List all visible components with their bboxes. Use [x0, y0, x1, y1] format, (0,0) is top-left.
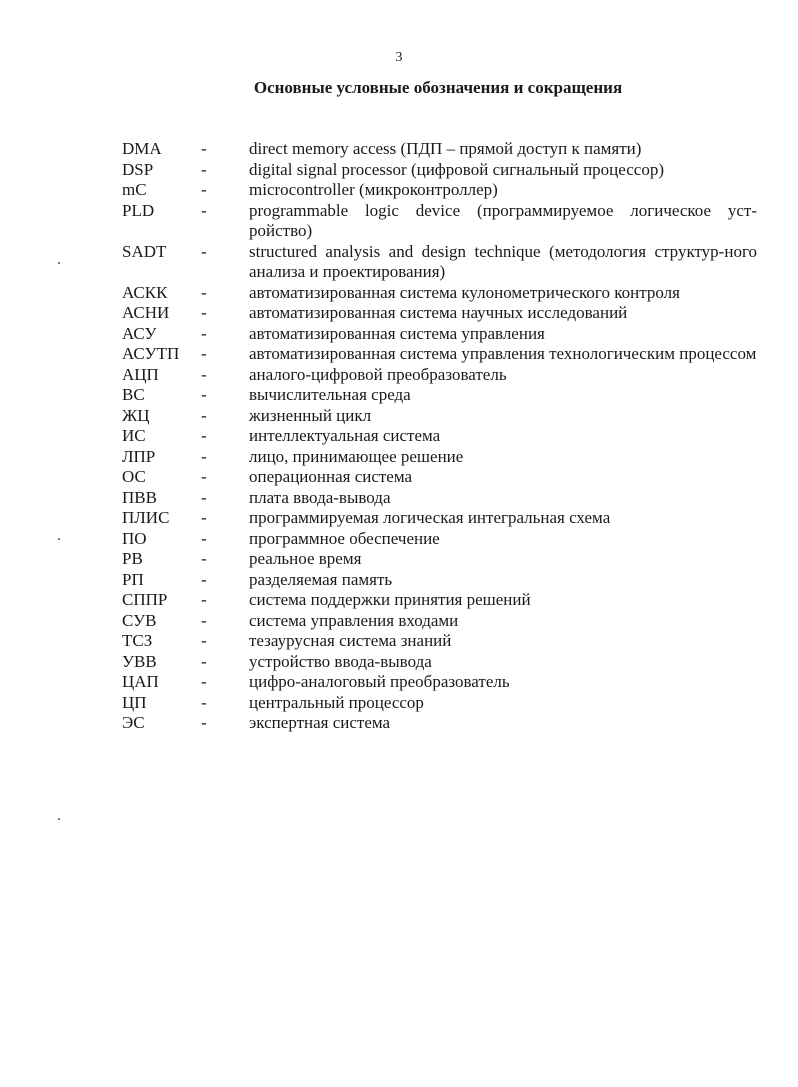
abbreviation-term: ИС	[122, 426, 146, 445]
abbreviation-dash: -	[201, 344, 207, 363]
abbreviation-term: ПВВ	[122, 487, 157, 507]
abbreviation-definition: система поддержки принятия решений	[249, 590, 531, 609]
abbreviation-row	[0, 201, 798, 242]
abbreviation-row	[0, 590, 798, 611]
abbreviation-definition: экспертная система	[249, 713, 391, 732]
abbreviation-dash: -	[201, 528, 207, 548]
abbreviation-term: ЭС	[122, 713, 145, 732]
abbreviation-term: DSP	[122, 159, 154, 179]
abbreviation-term: ЦП	[122, 692, 147, 712]
abbreviation-row	[0, 242, 798, 283]
abbreviation-row	[0, 303, 798, 324]
abbreviation-row	[0, 529, 798, 550]
abbreviation-definition: programmable logic device (программируемое логическое уст-ройство)	[249, 200, 757, 240]
abbreviation-row	[0, 631, 798, 652]
abbreviation-dash: -	[201, 364, 207, 384]
abbreviation-term: ЦАП	[122, 672, 159, 691]
abbreviation-definition: цифро-аналоговый преобразователь	[249, 672, 510, 691]
abbreviation-dash: -	[201, 385, 207, 404]
margin-dot-3	[58, 818, 60, 820]
abbreviation-definition: программируемая логическая интегральная схема	[249, 508, 611, 527]
margin-dot-2	[58, 538, 60, 540]
abbreviation-definition: тезаурусная система знаний	[249, 631, 452, 650]
abbreviation-term: ОС	[122, 467, 146, 486]
abbreviation-dash: -	[201, 549, 207, 568]
abbreviation-definition: операционная система	[249, 467, 413, 486]
abbreviation-list	[0, 139, 798, 734]
abbreviation-dash: -	[201, 692, 207, 712]
abbreviation-row	[0, 611, 798, 632]
abbreviation-row	[0, 385, 798, 406]
page-title: Основные условные обозначения и сокращения	[253, 78, 623, 97]
abbreviation-dash: -	[201, 446, 207, 466]
abbreviation-dash: -	[201, 200, 207, 220]
abbreviation-dash: -	[201, 180, 207, 199]
abbreviation-definition: плата ввода-вывода	[249, 487, 391, 507]
abbreviation-row	[0, 365, 798, 386]
abbreviation-row	[0, 570, 798, 591]
abbreviation-definition: интеллектуальная система	[249, 426, 441, 445]
abbreviation-term: SADT	[122, 241, 167, 261]
abbreviation-definition: устройство ввода-вывода	[249, 651, 432, 671]
abbreviation-term: СУВ	[122, 610, 157, 630]
abbreviation-dash: -	[201, 508, 207, 527]
abbreviation-row	[0, 713, 798, 734]
abbreviation-definition: лицо, принимающее решение	[249, 446, 464, 466]
abbreviation-definition: автоматизированная система научных исследований	[249, 303, 628, 322]
abbreviation-definition: разделяемая память	[249, 569, 393, 589]
abbreviation-row	[0, 652, 798, 673]
abbreviation-definition: аналого-цифровой преобразователь	[249, 364, 507, 384]
abbreviation-row	[0, 160, 798, 181]
abbreviation-dash: -	[201, 303, 207, 322]
abbreviation-term: АСУТП	[122, 344, 180, 363]
abbreviation-row	[0, 693, 798, 714]
abbreviation-row	[0, 180, 798, 201]
abbreviation-term: ЖЦ	[122, 405, 150, 425]
abbreviation-row	[0, 508, 798, 529]
abbreviation-dash: -	[201, 241, 207, 261]
abbreviation-dash: -	[201, 672, 207, 691]
abbreviation-definition: реальное время	[249, 549, 362, 568]
abbreviation-row	[0, 139, 798, 160]
abbreviation-term: DMA	[122, 139, 162, 158]
abbreviation-dash: -	[201, 610, 207, 630]
abbreviation-row	[0, 672, 798, 693]
abbreviation-definition: жизненный цикл	[249, 405, 372, 425]
abbreviation-dash: -	[201, 159, 207, 179]
abbreviation-dash: -	[201, 282, 207, 302]
abbreviation-row	[0, 467, 798, 488]
abbreviation-term: ТСЗ	[122, 631, 153, 650]
abbreviation-term: РВ	[122, 549, 143, 568]
abbreviation-row	[0, 426, 798, 447]
abbreviation-term: АСУ	[122, 323, 157, 343]
abbreviation-row	[0, 447, 798, 468]
abbreviation-definition: автоматизированная система кулонометрического контроля	[249, 282, 680, 302]
abbreviation-term: АСКК	[122, 282, 168, 302]
abbreviation-definition: система управления входами	[249, 610, 459, 630]
margin-dot-1	[58, 262, 60, 264]
abbreviation-definition: программное обеспечение	[249, 528, 440, 548]
abbreviation-dash: -	[201, 426, 207, 445]
abbreviation-dash: -	[201, 405, 207, 425]
abbreviation-dash: -	[201, 467, 207, 486]
abbreviation-dash: -	[201, 323, 207, 343]
abbreviation-term: АСНИ	[122, 303, 170, 322]
abbreviation-dash: -	[201, 713, 207, 732]
abbreviation-row	[0, 549, 798, 570]
abbreviation-dash: -	[201, 631, 207, 650]
abbreviation-term: УВВ	[122, 651, 157, 671]
abbreviation-definition: digital signal processor (цифровой сигнальный процессор)	[249, 159, 664, 179]
abbreviation-row	[0, 324, 798, 345]
abbreviation-term: ПЛИС	[122, 508, 170, 527]
abbreviation-dash: -	[201, 651, 207, 671]
abbreviation-dash: -	[201, 487, 207, 507]
abbreviation-definition: автоматизированная система управления технологическим процессом	[249, 344, 757, 363]
abbreviation-dash: -	[201, 590, 207, 609]
abbreviation-row	[0, 488, 798, 509]
abbreviation-term: ПО	[122, 528, 147, 548]
abbreviation-term: mC	[122, 180, 147, 199]
abbreviation-term: АЦП	[122, 364, 159, 384]
abbreviation-term: ЛПР	[122, 446, 156, 466]
abbreviation-row	[0, 406, 798, 427]
abbreviation-dash: -	[201, 569, 207, 589]
abbreviation-row	[0, 344, 798, 365]
abbreviation-row	[0, 283, 798, 304]
abbreviation-term: РП	[122, 569, 144, 589]
abbreviation-term: PLD	[122, 200, 155, 220]
abbreviation-definition: microcontroller (микроконтроллер)	[249, 180, 498, 199]
abbreviation-definition: direct memory access (ПДП – прямой доступ к памяти)	[249, 139, 642, 158]
abbreviation-definition: structured analysis and design technique (методология структур-ного анализа и проектирования)	[249, 241, 757, 281]
page-number: 3	[395, 50, 403, 65]
abbreviation-dash: -	[201, 139, 207, 158]
abbreviation-term: ВС	[122, 385, 145, 404]
abbreviation-definition: центральный процессор	[249, 692, 424, 712]
abbreviation-term: СППР	[122, 590, 168, 609]
abbreviation-definition: вычислительная среда	[249, 385, 411, 404]
abbreviation-definition: автоматизированная система управления	[249, 323, 545, 343]
